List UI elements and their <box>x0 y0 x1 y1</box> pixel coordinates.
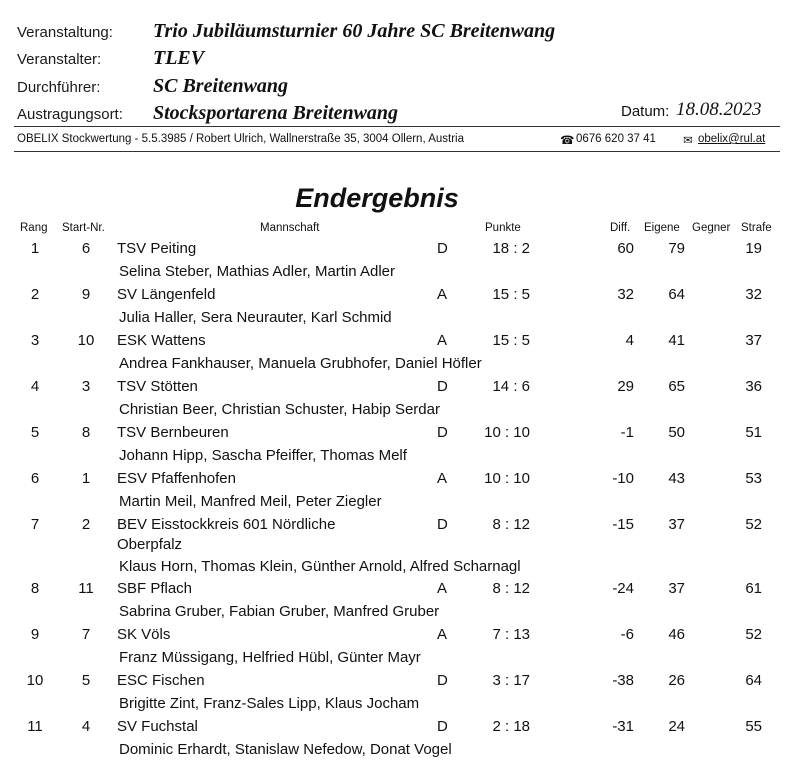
team-players: Sabrina Gruber, Fabian Gruber, Manfred Gruber <box>119 603 440 620</box>
group-cell: D <box>437 240 448 257</box>
opponent-score-cell: 53 <box>745 470 762 487</box>
software-credit: OBELIX Stockwertung - 5.5.3985 / Robert Ulrich, Wallnerstraße 35, 3004 Ollern, Austria <box>17 133 465 145</box>
team-name: SV Fuchstal <box>117 718 198 735</box>
rank-cell: 2 <box>30 286 40 303</box>
group-cell: A <box>437 626 448 643</box>
team-name: ESK Wattens <box>117 332 206 349</box>
veranstalter-label: Veranstalter: <box>17 51 102 68</box>
organizer-name: TLEV <box>153 47 205 69</box>
page-title: Endergebnis <box>295 183 459 213</box>
start-nr-cell: 9 <box>81 286 91 303</box>
opponent-score-cell: 32 <box>745 286 762 303</box>
group-cell: A <box>437 332 448 349</box>
points-cell: 3 : 17 <box>492 672 530 689</box>
start-nr-cell: 7 <box>81 626 91 643</box>
col-diff: Diff. <box>610 222 631 234</box>
diff-cell: -31 <box>612 718 634 735</box>
diff-cell: 4 <box>625 332 634 349</box>
start-nr-cell: 1 <box>81 470 91 487</box>
opponent-score-cell: 19 <box>745 240 762 257</box>
col-start-nr: Start-Nr. <box>62 222 105 234</box>
group-cell: D <box>437 424 448 441</box>
austragungsort-label: Austragungsort: <box>17 106 123 123</box>
team-name: ESC Fischen <box>117 672 205 689</box>
diff-cell: -10 <box>612 470 634 487</box>
rank-cell: 10 <box>26 672 44 689</box>
points-cell: 10 : 10 <box>484 470 530 487</box>
team-players: Andrea Fankhauser, Manuela Grubhofer, Daniel Höfler <box>119 355 482 372</box>
own-score-cell: 64 <box>668 286 685 303</box>
own-score-cell: 26 <box>668 672 685 689</box>
durchfuehrer-label: Durchführer: <box>17 79 101 96</box>
start-nr-cell: 5 <box>81 672 91 689</box>
own-score-cell: 65 <box>668 378 685 395</box>
opponent-score-cell: 37 <box>745 332 762 349</box>
start-nr-cell: 10 <box>77 332 95 349</box>
group-cell: D <box>437 516 448 533</box>
rank-cell: 9 <box>30 626 40 643</box>
phone-icon: ☎ <box>560 135 575 147</box>
col-rang: Rang <box>20 222 48 234</box>
event-name: Trio Jubiläumsturnier 60 Jahre SC Breitenwang <box>153 20 556 42</box>
own-score-cell: 24 <box>668 718 685 735</box>
team-name: TSV Stötten <box>117 378 198 395</box>
diff-cell: -15 <box>612 516 634 533</box>
diff-cell: 32 <box>617 286 634 303</box>
team-name: TSV Peiting <box>117 240 197 257</box>
team-players: Franz Müssigang, Helfried Hübl, Günter Mayr <box>119 649 421 666</box>
points-cell: 7 : 13 <box>492 626 530 643</box>
col-gegner: Gegner <box>692 222 731 234</box>
opponent-score-cell: 55 <box>745 718 762 735</box>
group-cell: D <box>437 672 448 689</box>
points-cell: 15 : 5 <box>492 286 530 303</box>
veranstaltung-label: Veranstaltung: <box>17 24 113 41</box>
group-cell: D <box>437 378 448 395</box>
start-nr-cell: 2 <box>81 516 91 533</box>
group-cell: D <box>437 718 448 735</box>
team-players: Brigitte Zint, Franz-Sales Lipp, Klaus Jocham <box>119 695 420 712</box>
email-link[interactable]: obelix@rul.at <box>698 133 766 145</box>
executor-name: SC Breitenwang <box>153 75 289 97</box>
own-score-cell: 79 <box>668 240 685 257</box>
points-cell: 15 : 5 <box>492 332 530 349</box>
mail-icon: ✉ <box>683 135 693 147</box>
team-name: SK Völs <box>117 626 171 643</box>
opponent-score-cell: 51 <box>745 424 762 441</box>
team-players: Klaus Horn, Thomas Klein, Günther Arnold, Alfred Scharnagl <box>119 558 521 575</box>
opponent-score-cell: 36 <box>745 378 762 395</box>
team-name: TSV Bernbeuren <box>117 424 229 441</box>
team-players: Selina Steber, Mathias Adler, Martin Adler <box>119 263 395 280</box>
team-name: BEV Eisstockkreis 601 Nördliche <box>117 516 336 533</box>
own-score-cell: 37 <box>668 580 685 597</box>
col-strafe: Strafe <box>741 222 772 234</box>
diff-cell: -1 <box>620 424 634 441</box>
col-eigene: Eigene <box>644 222 680 234</box>
col-punkte: Punkte <box>485 222 521 234</box>
group-cell: A <box>437 580 448 597</box>
points-cell: 10 : 10 <box>484 424 530 441</box>
team-players: Johann Hipp, Sascha Pfeiffer, Thomas Melf <box>119 447 407 464</box>
points-cell: 2 : 18 <box>492 718 530 735</box>
diff-cell: -6 <box>620 626 634 643</box>
points-cell: 8 : 12 <box>492 516 530 533</box>
group-cell: A <box>437 286 448 303</box>
rank-cell: 8 <box>30 580 40 597</box>
diff-cell: 29 <box>617 378 634 395</box>
own-score-cell: 50 <box>668 424 685 441</box>
diff-cell: -38 <box>612 672 634 689</box>
points-cell: 18 : 2 <box>492 240 530 257</box>
start-nr-cell: 8 <box>81 424 91 441</box>
rank-cell: 7 <box>30 516 40 533</box>
start-nr-cell: 6 <box>81 240 91 257</box>
rank-cell: 3 <box>30 332 40 349</box>
team-name-continued: Oberpfalz <box>117 536 183 553</box>
footer-divider <box>14 151 780 152</box>
points-cell: 8 : 12 <box>492 580 530 597</box>
datum-label: Datum: <box>621 103 670 120</box>
start-nr-cell: 4 <box>81 718 91 735</box>
opponent-score-cell: 52 <box>745 516 762 533</box>
own-score-cell: 37 <box>668 516 685 533</box>
own-score-cell: 46 <box>668 626 685 643</box>
team-players: Christian Beer, Christian Schuster, Habip Serdar <box>119 401 440 418</box>
header-divider <box>14 126 780 127</box>
team-name: SV Längenfeld <box>117 286 216 303</box>
team-name: ESV Pfaffenhofen <box>117 470 236 487</box>
rank-cell: 6 <box>30 470 40 487</box>
own-score-cell: 43 <box>668 470 685 487</box>
rank-cell: 5 <box>30 424 40 441</box>
points-cell: 14 : 6 <box>492 378 530 395</box>
own-score-cell: 41 <box>668 332 685 349</box>
diff-cell: -24 <box>612 580 634 597</box>
opponent-score-cell: 52 <box>745 626 762 643</box>
team-players: Martin Meil, Manfred Meil, Peter Ziegler <box>119 493 382 510</box>
opponent-score-cell: 61 <box>745 580 762 597</box>
datum-value: 18.08.2023 <box>676 99 762 120</box>
phone-number: 0676 620 37 41 <box>576 133 656 145</box>
rank-cell: 11 <box>27 718 43 735</box>
group-cell: A <box>437 470 448 487</box>
start-nr-cell: 11 <box>78 580 94 597</box>
start-nr-cell: 3 <box>81 378 91 395</box>
venue-name: Stocksportarena Breitenwang <box>153 102 399 124</box>
rank-cell: 4 <box>30 378 40 395</box>
team-players: Dominic Erhardt, Stanislaw Nefedow, Donat Vogel <box>119 741 452 758</box>
col-mannschaft: Mannschaft <box>260 222 320 234</box>
team-name: SBF Pflach <box>117 580 193 597</box>
team-players: Julia Haller, Sera Neurauter, Karl Schmid <box>119 309 392 326</box>
rank-cell: 1 <box>30 240 40 257</box>
diff-cell: 60 <box>617 240 634 257</box>
opponent-score-cell: 64 <box>745 672 762 689</box>
